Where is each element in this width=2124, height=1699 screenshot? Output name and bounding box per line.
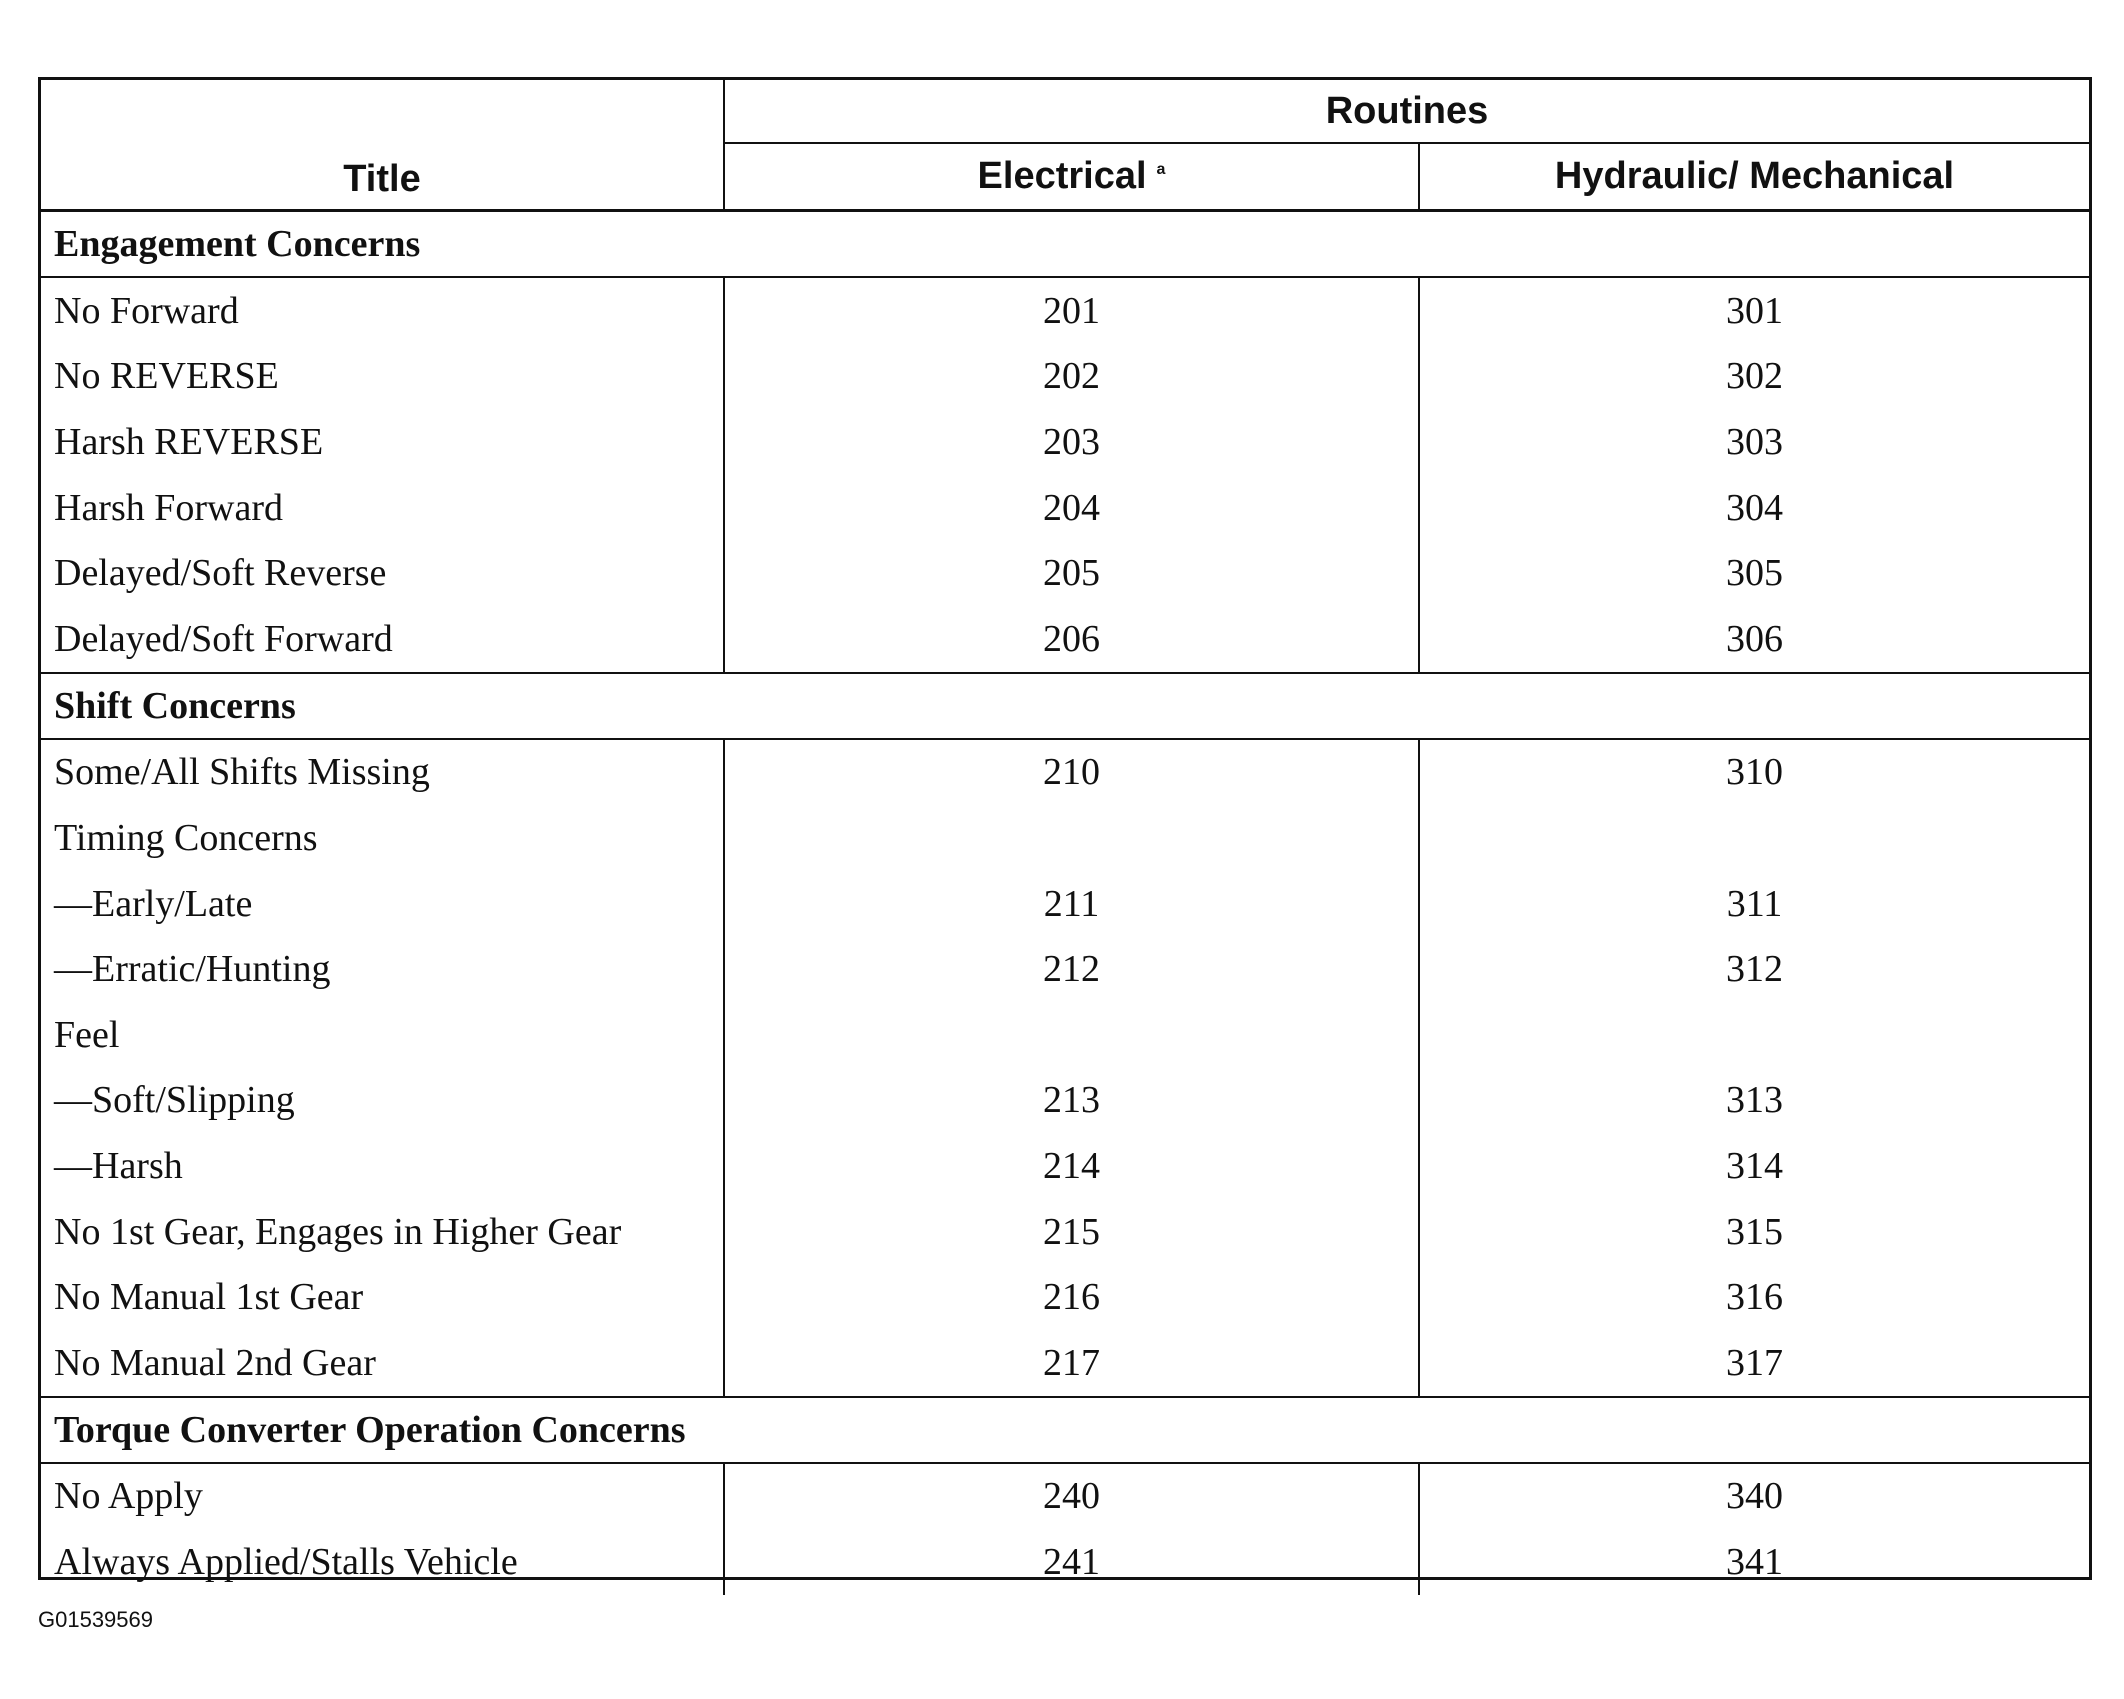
hydraulic-routine: 341 xyxy=(1726,1540,1783,1583)
electrical-routine: 240 xyxy=(724,1463,1419,1530)
header-electrical-label: Electrical xyxy=(977,155,1147,197)
electrical-routine: 206 xyxy=(724,606,1419,673)
hydraulic-routine: 313 xyxy=(1726,1079,1783,1122)
row-title: Harsh REVERSE xyxy=(54,420,324,463)
row-title: Always Applied/Stalls Vehicle xyxy=(54,1540,518,1583)
electrical-routine: 210 xyxy=(724,739,1419,806)
table-row xyxy=(41,409,2089,475)
table-row xyxy=(41,805,2089,871)
hydraulic-routine: 301 xyxy=(1726,289,1783,332)
hydraulic-routine: 316 xyxy=(1726,1276,1783,1319)
electrical-routine xyxy=(724,805,1419,871)
electrical-routine: 205 xyxy=(724,540,1419,606)
table-row xyxy=(41,1529,2089,1595)
hydraulic-routine: 340 xyxy=(1726,1475,1783,1518)
row-title: No Apply xyxy=(54,1475,203,1518)
table-row xyxy=(41,1002,2089,1068)
row-title: —Harsh xyxy=(54,1144,183,1187)
row-title: Delayed/Soft Reverse xyxy=(54,552,387,595)
electrical-routine: 215 xyxy=(724,1199,1419,1265)
section-heading: Torque Converter Operation Concerns xyxy=(41,1397,2089,1463)
table-row xyxy=(41,1463,2089,1530)
routines-table xyxy=(41,80,2089,1595)
table-row xyxy=(41,475,2089,541)
hydraulic-routine xyxy=(1419,805,2089,871)
electrical-routine: 213 xyxy=(724,1068,1419,1134)
hydraulic-routine: 310 xyxy=(1726,751,1783,794)
electrical-routine: 216 xyxy=(724,1264,1419,1330)
row-title: Feel xyxy=(54,1013,120,1056)
row-title: No Manual 1st Gear xyxy=(54,1276,364,1319)
header-routines: Routines xyxy=(724,80,2089,143)
row-title: Delayed/Soft Forward xyxy=(54,617,393,660)
row-title: —Early/Late xyxy=(54,882,253,925)
table-row xyxy=(41,1133,2089,1199)
table-row xyxy=(41,739,2089,806)
hydraulic-routine: 306 xyxy=(1726,617,1783,660)
table-row xyxy=(41,344,2089,410)
table-row xyxy=(41,1330,2089,1397)
header-title: Title xyxy=(41,80,724,211)
section-row xyxy=(41,211,2089,278)
header-electrical xyxy=(724,143,1419,211)
row-title: No REVERSE xyxy=(54,355,279,398)
table-row xyxy=(41,540,2089,606)
hydraulic-routine: 314 xyxy=(1726,1144,1783,1187)
section-row xyxy=(41,673,2089,739)
section-heading: Shift Concerns xyxy=(41,673,2089,739)
hydraulic-routine: 317 xyxy=(1726,1341,1783,1384)
header-hydraulic-mechanical: Hydraulic/ Mechanical xyxy=(1419,143,2089,211)
hydraulic-routine: 303 xyxy=(1726,420,1783,463)
table-row xyxy=(41,1199,2089,1265)
table-row xyxy=(41,871,2089,937)
figure-id: G01539569 xyxy=(38,1607,153,1632)
electrical-routine: 201 xyxy=(724,277,1419,344)
electrical-routine: 241 xyxy=(724,1529,1419,1595)
row-title: No 1st Gear, Engages in Higher Gear xyxy=(54,1210,622,1253)
electrical-routine: 217 xyxy=(724,1330,1419,1397)
hydraulic-routine: 312 xyxy=(1726,948,1783,991)
hydraulic-routine: 311 xyxy=(1726,882,1783,925)
electrical-routine: 203 xyxy=(724,409,1419,475)
electrical-routine: 214 xyxy=(724,1133,1419,1199)
table-row xyxy=(41,606,2089,673)
row-title: —Soft/Slipping xyxy=(54,1079,295,1122)
footnote-marker: a xyxy=(1156,161,1166,179)
hydraulic-routine: 305 xyxy=(1726,552,1783,595)
electrical-routine: 202 xyxy=(724,344,1419,410)
table-body xyxy=(41,211,2089,1595)
row-title: No Forward xyxy=(54,289,239,332)
table-row xyxy=(41,1264,2089,1330)
row-title: —Erratic/Hunting xyxy=(54,948,331,991)
section-row xyxy=(41,1397,2089,1463)
hydraulic-routine xyxy=(1419,1002,2089,1068)
section-heading: Engagement Concerns xyxy=(41,211,2089,278)
row-title: Harsh Forward xyxy=(54,486,284,529)
hydraulic-routine: 304 xyxy=(1726,486,1783,529)
row-title: Timing Concerns xyxy=(54,816,318,859)
table-row xyxy=(41,1068,2089,1134)
row-title: Some/All Shifts Missing xyxy=(54,751,430,794)
hydraulic-routine: 302 xyxy=(1726,355,1783,398)
table-row xyxy=(41,277,2089,344)
hydraulic-routine: 315 xyxy=(1726,1210,1783,1253)
electrical-routine: 204 xyxy=(724,475,1419,541)
table-row xyxy=(41,936,2089,1002)
routines-table-frame xyxy=(38,77,2092,1583)
electrical-routine xyxy=(724,1002,1419,1068)
row-title: No Manual 2nd Gear xyxy=(54,1341,376,1384)
electrical-routine: 212 xyxy=(724,936,1419,1002)
electrical-routine: 211 xyxy=(724,871,1419,937)
